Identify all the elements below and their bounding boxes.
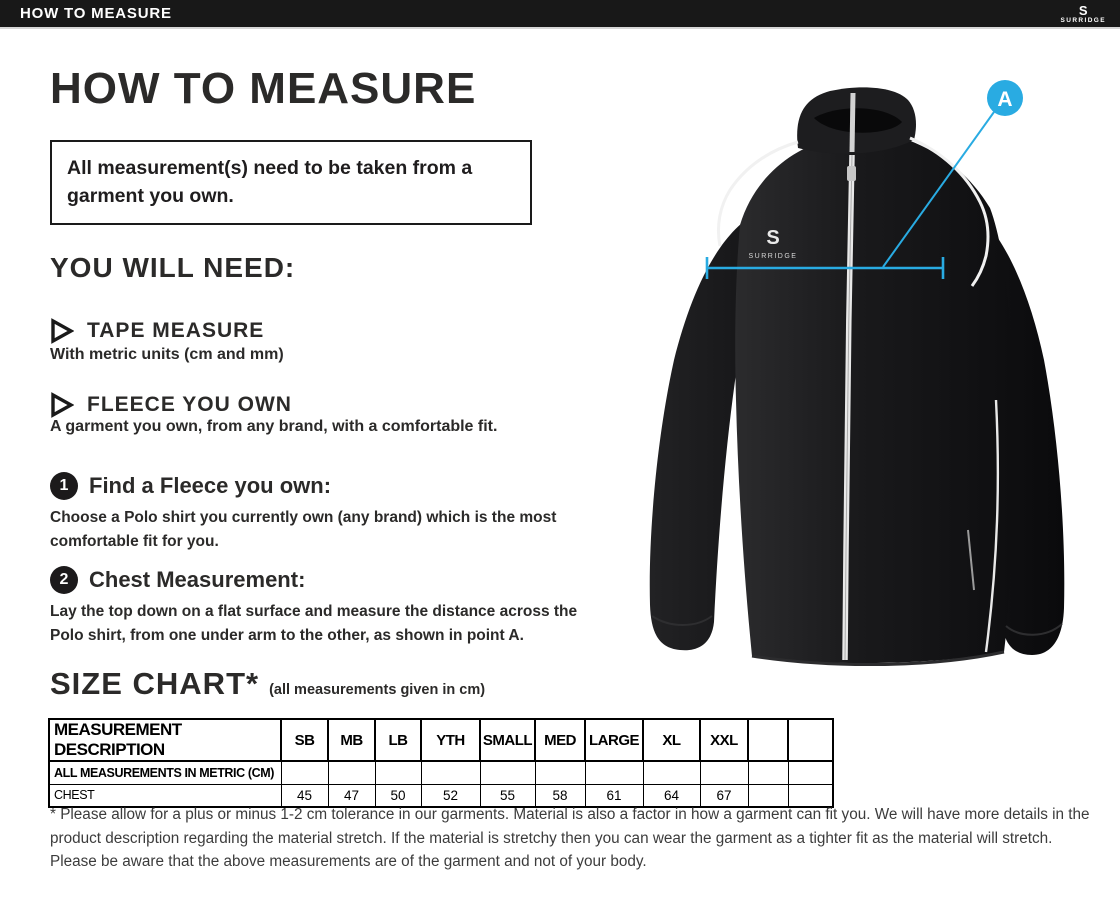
column-header (748, 719, 788, 761)
page-title: HOW TO MEASURE (50, 64, 477, 113)
size-value-cell: 47 (328, 784, 375, 807)
modal-title-bar (0, 0, 1120, 29)
column-header: XXL (700, 719, 748, 761)
column-header: MED (535, 719, 585, 761)
size-value-cell (700, 761, 748, 784)
size-value-cell (480, 761, 535, 784)
surridge-logo-mark: S (1078, 2, 1088, 18)
size-value-cell (421, 761, 480, 784)
size-chart-subtitle: (all measurements given in cm) (269, 682, 486, 698)
triangle-bullet-icon (50, 392, 74, 418)
column-header: LB (375, 719, 421, 761)
column-header: XL (643, 719, 700, 761)
column-header: MB (328, 719, 375, 761)
size-value-cell: 52 (421, 784, 480, 807)
step-2-heading (50, 566, 305, 594)
step-1-heading (50, 472, 331, 500)
triangle-bullet-icon (50, 318, 74, 344)
column-header: LARGE (585, 719, 643, 761)
size-value-cell (328, 761, 375, 784)
requirement-title: TAPE MEASURE (87, 319, 265, 342)
requirement-title: FLEECE YOU OWN (87, 393, 292, 416)
modal-title: HOW TO MEASURE (20, 5, 172, 22)
step-title: Chest Measurement: (89, 567, 306, 592)
size-value-cell (375, 761, 421, 784)
size-value-cell (585, 761, 643, 784)
size-value-cell (748, 761, 788, 784)
step-1-text: Choose a Polo shirt you currently own (any brand) which is the most comfortable fit for you. (50, 509, 557, 551)
measurement-note: All measurement(s) need to be taken from a garment you own. (50, 140, 532, 225)
column-header: SMALL (480, 719, 535, 761)
table-row (49, 761, 833, 784)
requirement-fleece (50, 392, 292, 418)
garment-logo-mark: S (766, 227, 780, 249)
size-value-cell: 67 (700, 784, 748, 807)
row-label: ALL MEASUREMENTS IN METRIC (CM) (49, 761, 281, 784)
point-a-label: A (997, 88, 1013, 111)
jacket-zip-collar (852, 93, 853, 152)
point-a-marker (987, 80, 1023, 116)
size-value-cell: 61 (585, 784, 643, 807)
column-header: MEASUREMENT DESCRIPTION (49, 719, 281, 761)
size-chart-heading-row (50, 666, 485, 702)
step-2-text: Lay the top down on a flat surface and measure the distance across the Polo shirt, from one under arm to the other, as shown in point A. (50, 603, 578, 645)
size-value-cell (535, 761, 585, 784)
size-value-cell (788, 761, 833, 784)
you-will-need-heading: YOU WILL NEED: (50, 252, 296, 283)
size-value-cell: 45 (281, 784, 328, 807)
column-header (788, 719, 833, 761)
column-header: YTH (421, 719, 480, 761)
size-value-cell: 55 (480, 784, 535, 807)
size-chart-title: SIZE CHART* (50, 666, 260, 701)
row-label: CHEST (49, 784, 281, 807)
tolerance-footnote: * Please allow for a plus or minus 1-2 cm tolerance in our garments. Material is also a factor in how a garment can fit you. We will have more details in the product description regarding the material stretch. If the material is stretchy then you can wear the garment as a tighter fit as the material will stretch. Please be aware that the above measurements are of the garment and not of your body. (50, 806, 1090, 871)
requirement-subtitle: With metric units (cm and mm) (50, 346, 284, 363)
garment-logo-wordmark: SURRIDGE (748, 253, 798, 260)
step-number-badge: 1 (50, 472, 78, 500)
step-title: Find a Fleece you own: (89, 473, 332, 498)
size-value-cell: 58 (535, 784, 585, 807)
step-number-badge: 2 (50, 566, 78, 594)
requirement-subtitle: A garment you own, from any brand, with a comfortable fit. (50, 418, 498, 435)
requirement-tape-measure (50, 318, 264, 344)
size-value-cell: 50 (375, 784, 421, 807)
surridge-logo-wordmark: SURRIDGE (1060, 16, 1106, 24)
size-chart-table (48, 718, 834, 808)
size-value-cell (643, 761, 700, 784)
surridge-logo-icon (1060, 4, 1106, 25)
fleece-jacket-image (600, 60, 1120, 710)
column-header: SB (281, 719, 328, 761)
size-value-cell (281, 761, 328, 784)
size-value-cell: 64 (643, 784, 700, 807)
jacket-zip-pull (847, 166, 856, 181)
